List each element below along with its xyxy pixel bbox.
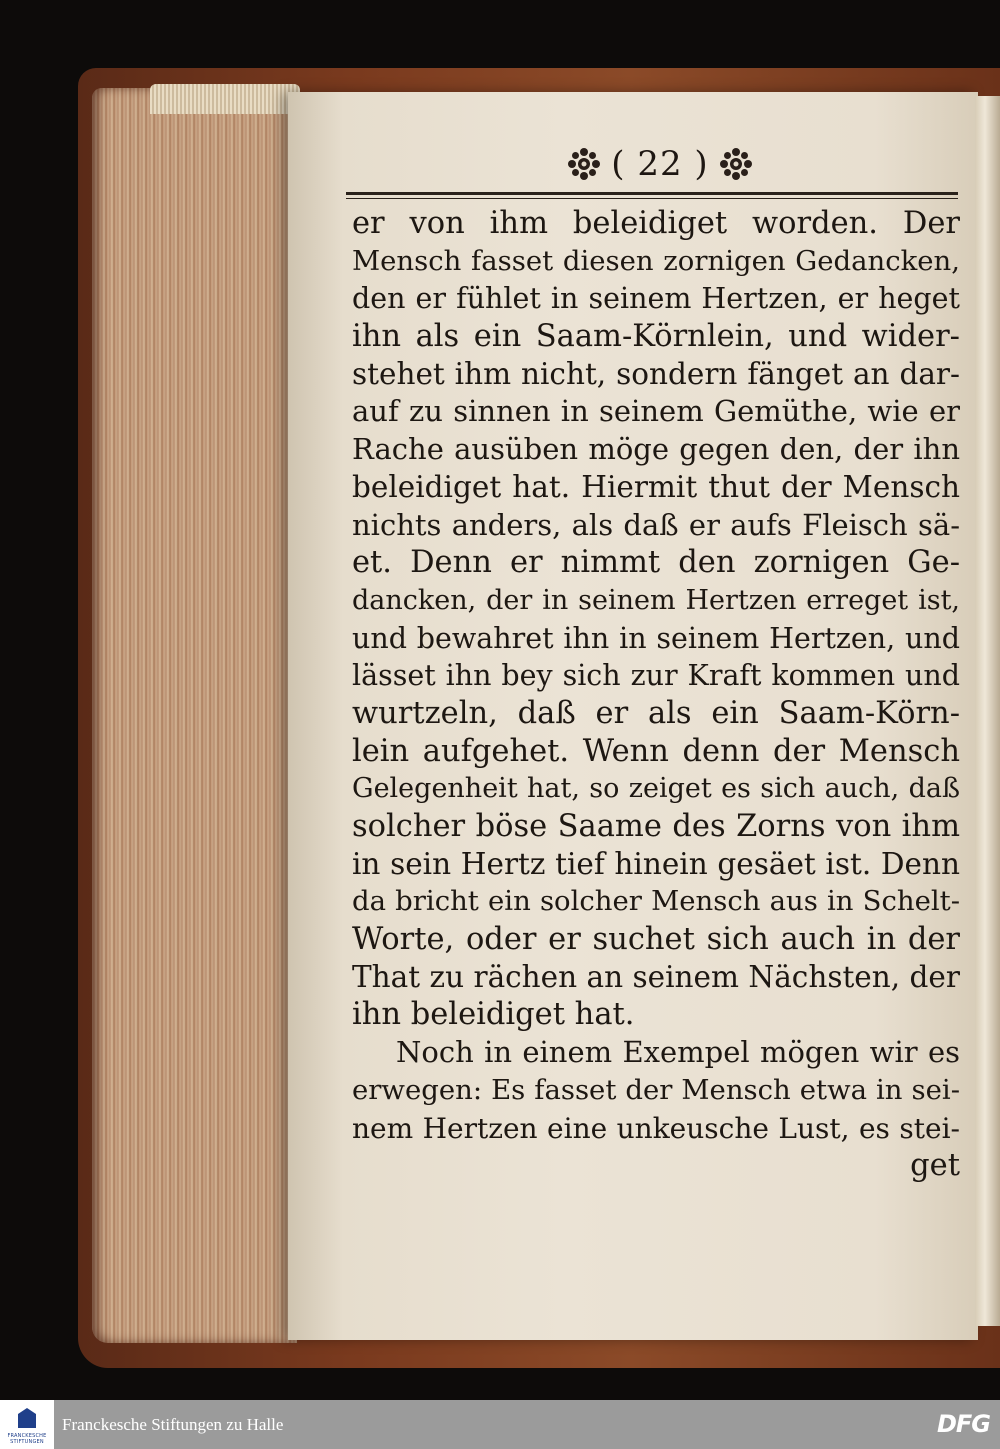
building-icon: [18, 1408, 36, 1428]
institution-logo[interactable]: [0, 1400, 54, 1449]
page-edges-top: [150, 84, 300, 114]
text-line: dancken, der in seinem Hertzen erreget ist,: [352, 584, 960, 616]
text-line: lein aufgehet. Wenn denn der Mensch: [352, 733, 960, 769]
institution-name[interactable]: Franckesche Stiftungen zu Halle: [62, 1415, 284, 1434]
text-line: nichts anders, als daß er aufs Fleisch sä-: [352, 507, 960, 542]
text-line: wurtzeln, daß er als ein Saam-Körn-: [352, 695, 960, 731]
text-line: et. Denn er nimmt den zornigen Ge-: [352, 545, 960, 581]
text-line: er von ihm beleidiget worden. Der: [352, 206, 960, 241]
text-line: ihn als ein Saam-Körnlein, und wider-: [352, 319, 960, 355]
text-line: Worte, oder er suchet sich auch in der: [352, 922, 960, 958]
page-edges: [92, 88, 297, 1343]
ornament-right-icon: [719, 147, 753, 181]
text-line: erwegen: Es fasset der Mensch etwa in sei-: [352, 1073, 960, 1106]
ornament-left-icon: [567, 147, 601, 181]
text-line: nem Hertzen eine unkeusche Lust, es stei-: [352, 1111, 960, 1145]
logo-text: FRANCKESCHE STIFTUNGEN: [7, 1433, 47, 1445]
header-rule: [346, 192, 958, 195]
text-line: Noch in einem Exempel mögen wir es: [396, 1035, 960, 1070]
text-line: ihn beleidiget hat.: [352, 997, 635, 1033]
page-header: [540, 140, 780, 188]
text-line: solcher böse Saame des Zorns von ihm: [352, 809, 960, 844]
text-line: Rache ausüben möge gegen den, der ihn: [352, 432, 960, 467]
text-line: stehet ihm nicht, sondern fänget an dar-: [352, 356, 960, 391]
text-line: auf zu sinnen in seinem Gemüthe, wie er: [352, 394, 960, 429]
text-line: da bricht ein solcher Mensch aus in Schelt-: [352, 885, 960, 918]
text-line: beleidiget hat. Hiermit thut der Mensch: [352, 469, 960, 504]
page-text: [352, 205, 960, 1185]
viewer-footer: [0, 1400, 1000, 1449]
facing-page-edge: [975, 96, 1000, 1326]
page-number: ( 22 ): [611, 144, 709, 184]
text-line: in sein Hertz tief hinein gesäet ist. Denn: [352, 846, 960, 881]
text-line: That zu rächen an seinem Nächsten, der: [352, 959, 960, 994]
text-line: Gelegenheit hat, so zeiget es sich auch, daß: [352, 773, 960, 805]
dfg-logo[interactable]: DFG: [936, 1410, 990, 1438]
text-line: Mensch fasset diesen zornigen Gedancken,: [352, 244, 960, 277]
text-line: und bewahret ihn in seinem Hertzen, und: [352, 621, 960, 655]
text-line: den er fühlet in seinem Hertzen, er heget: [352, 282, 960, 316]
text-line: lässet ihn bey sich zur Kraft kommen und: [352, 659, 960, 693]
catchword: get: [910, 1148, 960, 1184]
header-rule-thin: [346, 198, 958, 199]
